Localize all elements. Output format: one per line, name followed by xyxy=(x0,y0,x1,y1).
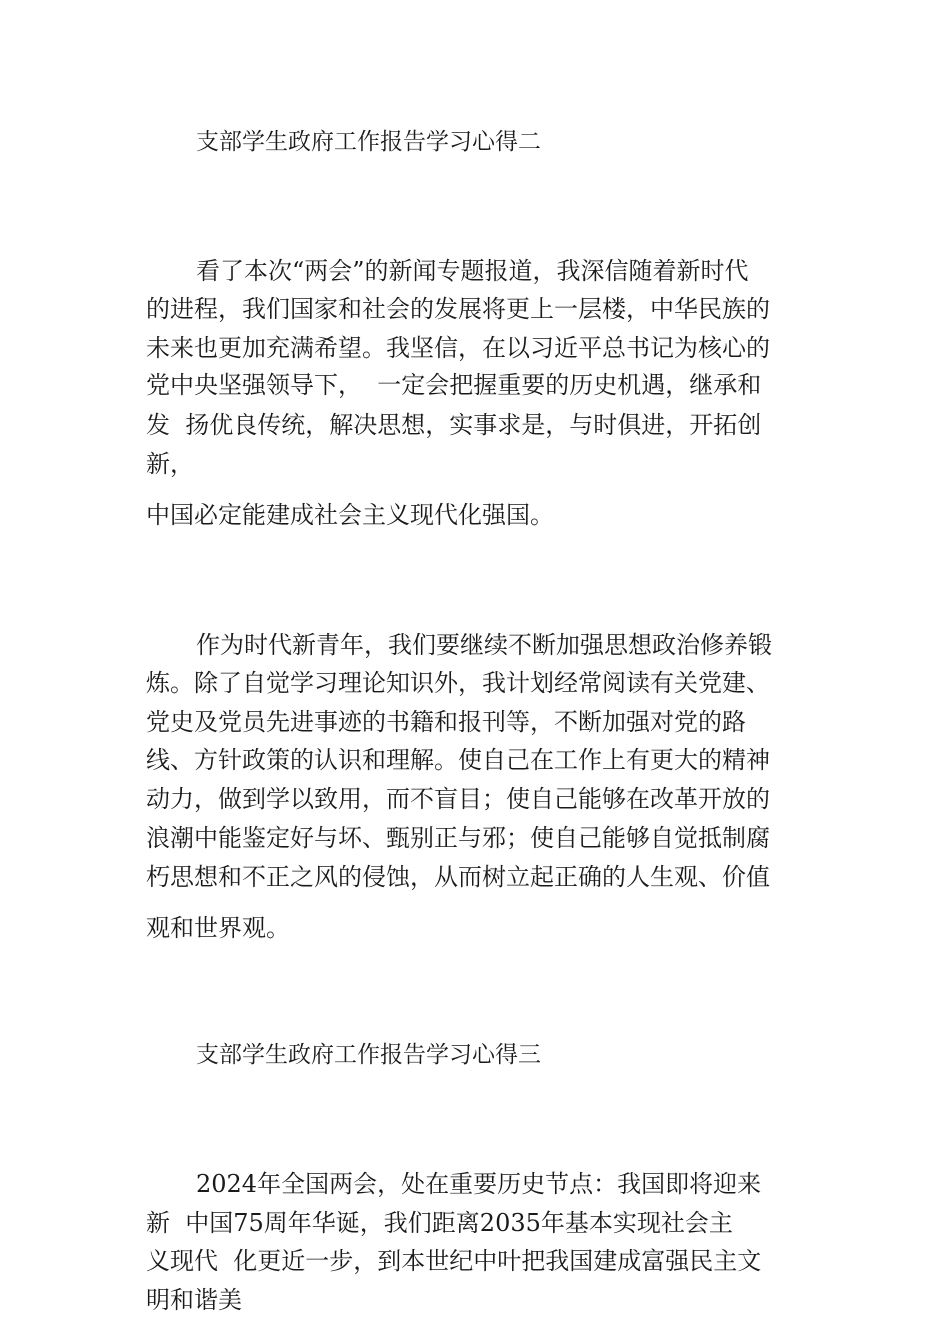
paragraph-1-line-1: 看了本次“两会”的新闻专题报道，我深信随着新时代 xyxy=(196,257,749,285)
paragraph-1-line-4: 党中央坚强领导下， 一定会把握重要的历史机遇，继承和 xyxy=(146,371,762,399)
paragraph-2-line-8: 观和世界观。 xyxy=(146,914,290,942)
paragraph-3-line-2: 新 中国75周年华诞，我们距离2035年基本实现社会主 xyxy=(146,1209,733,1237)
paragraph-1-line-5: 发 扬优良传统，解决思想，实事求是，与时俱进，开拓创 xyxy=(146,411,762,439)
paragraph-2-line-7: 朽思想和不正之风的侵蚀，从而树立起正确的人生观、价值 xyxy=(146,863,770,891)
paragraph-2-line-5: 动力，做到学以致用，而不盲目；使自己能够在改革开放的 xyxy=(146,785,770,813)
paragraph-2-line-2: 炼。除了自觉学习理论知识外，我计划经常阅读有关党建、 xyxy=(146,669,770,697)
section-heading-2: 支部学生政府工作报告学习心得二 xyxy=(196,129,541,155)
paragraph-1-line-3: 未来也更加充满希望。我坚信，在以习近平总书记为核心的 xyxy=(146,334,770,362)
paragraph-2-line-4: 线、方针政策的认识和理解。使自己在工作上有更大的精神 xyxy=(146,746,770,774)
paragraph-3-line-3: 义现代 化更近一步，到本世纪中叶把我国建成富强民主文 xyxy=(146,1247,762,1275)
paragraph-1-line-6: 新， xyxy=(146,450,194,478)
paragraph-3-line-1: 2024年全国两会，处在重要历史节点：我国即将迎来 xyxy=(196,1170,762,1198)
paragraph-1b: 中国必定能建成社会主义现代化强国。 xyxy=(146,501,554,529)
paragraph-2-line-1: 作为时代新青年，我们要继续不断加强思想政治修养锻 xyxy=(196,631,772,659)
paragraph-1-line-2: 的进程，我们国家和社会的发展将更上一层楼，中华民族的 xyxy=(146,295,770,323)
paragraph-2-line-3: 党史及党员先进事迹的书籍和报刊等，不断加强对党的路 xyxy=(146,708,746,736)
section-heading-3: 支部学生政府工作报告学习心得三 xyxy=(196,1042,541,1068)
paragraph-3-line-4: 明和谐美 xyxy=(146,1286,242,1314)
paragraph-2-line-6: 浪潮中能鉴定好与坏、甄别正与邪；使自己能够自觉抵制腐 xyxy=(146,824,770,852)
